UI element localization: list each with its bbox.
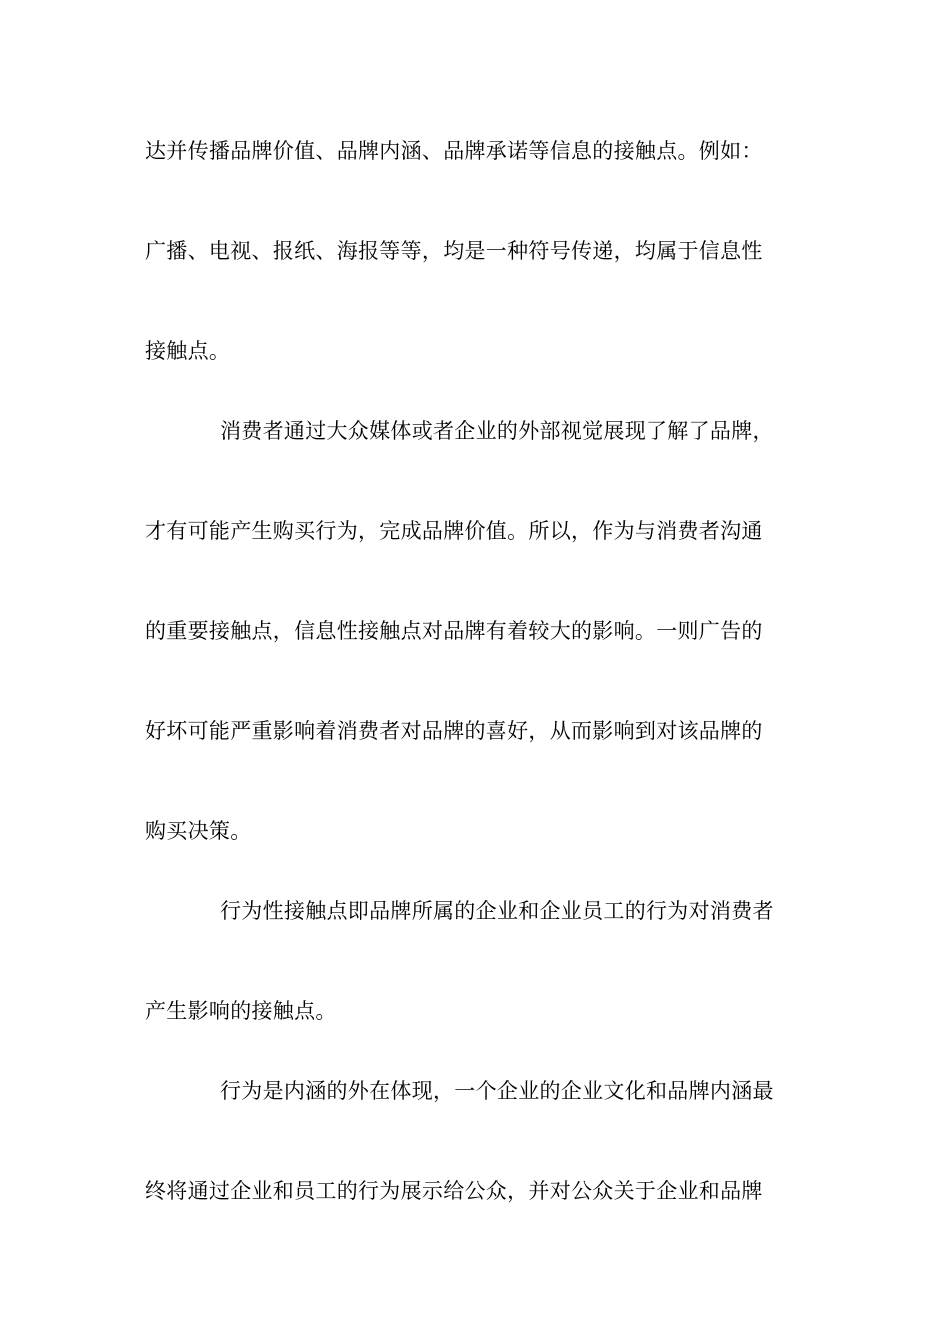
- paragraph-start-line-9: 行为性接触点即品牌所属的企业和企业员工的行为对消费者: [220, 899, 774, 923]
- text-line-3: 接触点。: [145, 339, 231, 363]
- text-line-7: 好坏可能严重影响着消费者对品牌的喜好，从而影响到对该品牌的: [145, 719, 763, 743]
- text-line-5: 才有可能产生购买行为，完成品牌价值。所以，作为与消费者沟通: [145, 519, 763, 543]
- text-line-2: 广播、电视、报纸、海报等等，均是一种符号传递，均属于信息性: [145, 239, 763, 263]
- paragraph-start-line-4: 消费者通过大众媒体或者企业的外部视觉展现了解了品牌，: [220, 419, 774, 443]
- text-line-1: 达并传播品牌价值、品牌内涵、品牌承诺等信息的接触点。例如：: [145, 139, 763, 163]
- paragraph-start-line-11: 行为是内涵的外在体现，一个企业的企业文化和品牌内涵最: [220, 1079, 774, 1103]
- text-line-8: 购买决策。: [145, 819, 252, 843]
- text-line-10: 产生影响的接触点。: [145, 999, 337, 1023]
- text-line-12: 终将通过企业和员工的行为展示给公众，并对公众关于企业和品牌: [145, 1179, 763, 1203]
- text-line-6: 的重要接触点，信息性接触点对品牌有着较大的影响。一则广告的: [145, 619, 763, 643]
